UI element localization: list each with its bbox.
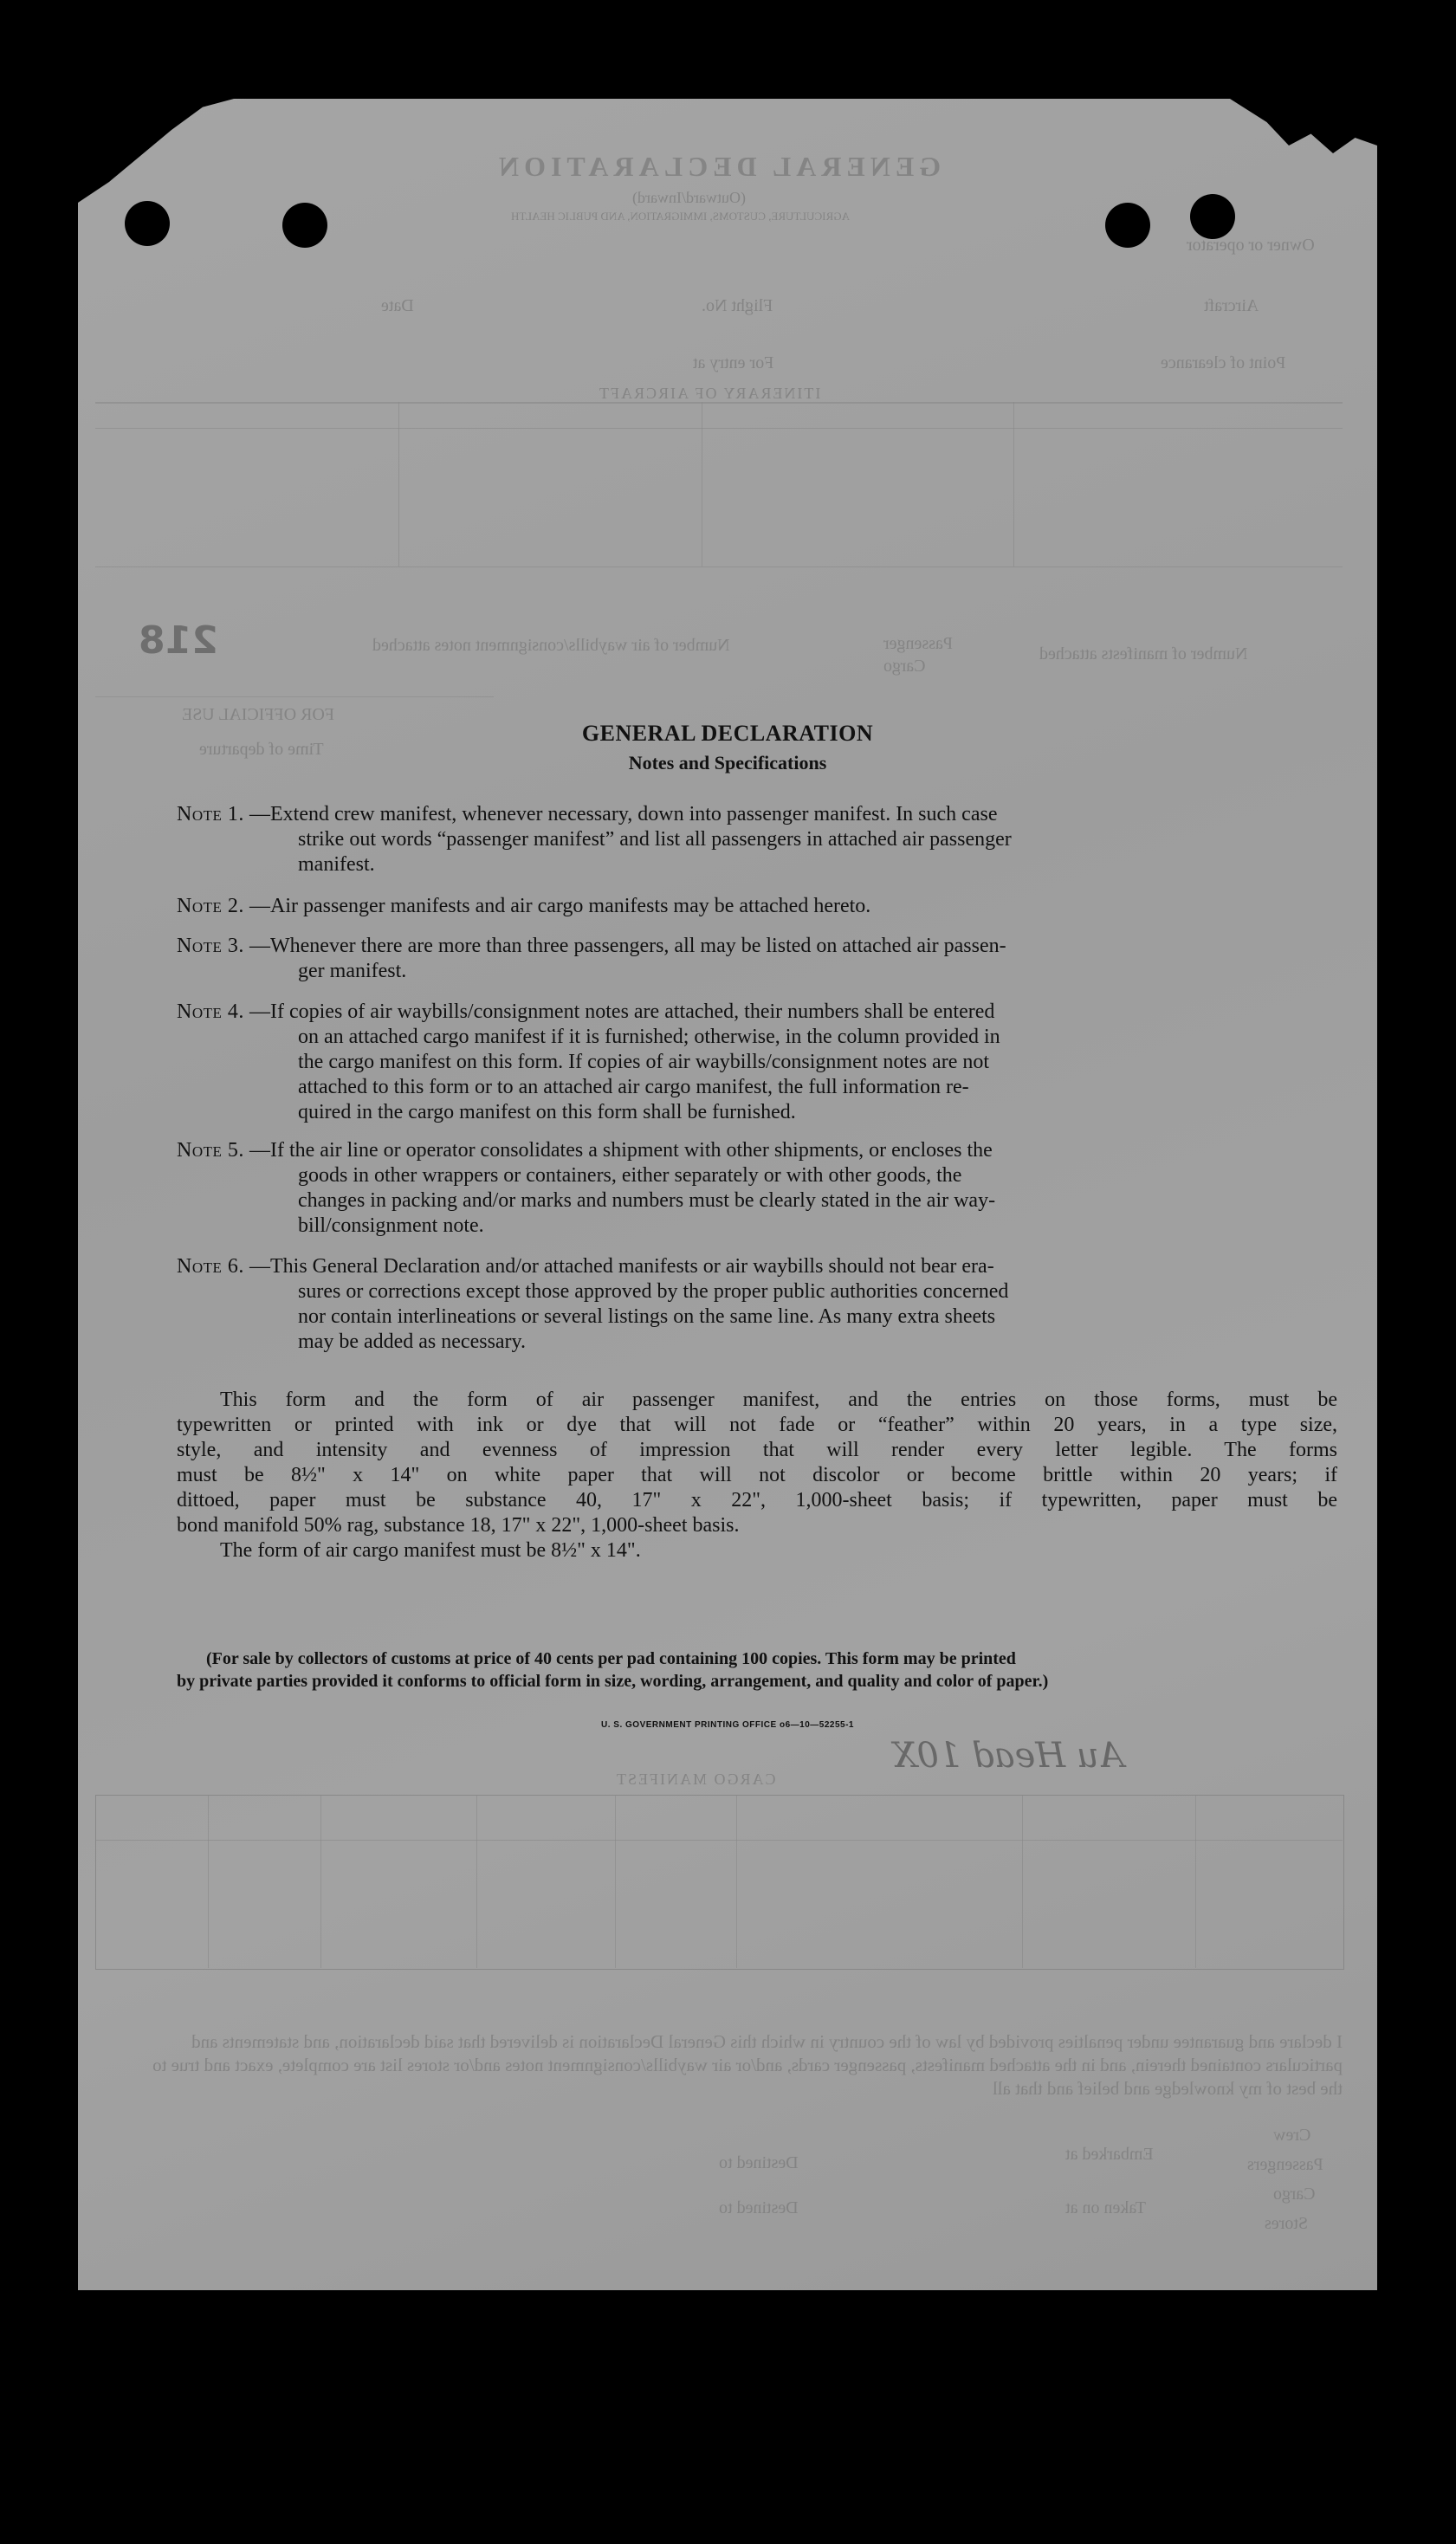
note-line: may be added as necessary. bbox=[298, 1330, 526, 1353]
paragraph-line: style, and intensity and evenness of impression that will render every letter legible. The forms bbox=[177, 1439, 1337, 1461]
punch-hole bbox=[282, 203, 327, 248]
paragraph-line: This form and the form of air passenger manifest, and the entries on those forms, must be bbox=[220, 1389, 1337, 1411]
punch-hole bbox=[125, 201, 170, 246]
bleed-rule bbox=[1195, 1795, 1196, 1968]
paragraph-line: must be 8½" x 14" on white paper that will not discolor or become brittle within 20 years; if bbox=[177, 1464, 1337, 1486]
bleed-rule bbox=[615, 1795, 616, 1968]
bleed-rule bbox=[95, 428, 1343, 429]
note-line: quired in the cargo manifest on this form shall be furnished. bbox=[298, 1101, 796, 1123]
note-line: —This General Declaration and/or attached manifests or air waybills should not bear era- bbox=[249, 1255, 994, 1278]
bleed-destined: Destined to bbox=[719, 2153, 799, 2172]
bleed-point: Point of clearance bbox=[1161, 353, 1286, 372]
note-line: manifest. bbox=[298, 853, 375, 876]
bleed-rule bbox=[1013, 402, 1014, 566]
bleed-departure-time: Time of departure bbox=[199, 740, 324, 759]
bleed-crew: Crew bbox=[1273, 2126, 1311, 2145]
bleed-rule bbox=[95, 1840, 1343, 1841]
sale-note-line: (For sale by collectors of customs at price of 40 cents per pad containing 100 copies. This form may be printed bbox=[206, 1649, 1016, 1668]
note-line: attached to this form or to an attached air cargo manifest, the full information re- bbox=[298, 1076, 969, 1098]
paragraph-line: dittoed, paper must be substance 40, 17" x 22", 1,000-sheet basis; if typewritten, paper must be bbox=[177, 1489, 1337, 1512]
note-line: —Whenever there are more than three passengers, all may be listed on attached air passen- bbox=[249, 935, 1006, 957]
note-line: —Air passenger manifests and air cargo manifests may be attached hereto. bbox=[249, 895, 871, 917]
bleed-official-use: FOR OFFICIAL USE bbox=[182, 705, 334, 724]
bleed-taken: Taken on at bbox=[1065, 2198, 1147, 2217]
note-line: nor contain interlineations or several listings on the same line. As many extra sheets bbox=[298, 1305, 996, 1328]
document-subtitle: Notes and Specifications bbox=[628, 752, 827, 774]
note-5 bbox=[177, 1138, 1337, 1239]
bleed-stamp-number: 218 bbox=[139, 618, 218, 663]
note-label: Note 3. bbox=[177, 935, 244, 957]
note-label: Note 4. bbox=[177, 1000, 244, 1023]
bleed-declaration: I declare and guarantee under penalties provided by law of the country in which this General Declaration is delivered that said declaration, and statements and particulars contained therein, and in the attached manifests, passenger cards, and/or air waybills/consignment notes and/or stores list are complete, exact and true to the best of my knowledge and belief and that all bbox=[152, 2031, 1343, 2099]
bleed-subtitle-2: AGRICULTURE, CUSTOMS, IMMIGRATION, AND PUBLIC HEALTH bbox=[511, 210, 850, 223]
note-line: ger manifest. bbox=[298, 960, 407, 982]
note-line: —If the air line or operator consolidates a shipment with other shipments, or encloses the bbox=[249, 1139, 993, 1162]
bleed-rule bbox=[476, 1795, 477, 1968]
bleed-cargo: Cargo bbox=[883, 657, 926, 676]
note-line: goods in other wrappers or containers, either separately or with other goods, the bbox=[298, 1164, 962, 1187]
sale-note-line: by private parties provided it conforms to official form in size, wording, arrangement, and quality and color of paper.) bbox=[177, 1672, 1049, 1691]
bleed-flight: Flight No. bbox=[702, 296, 773, 315]
bleed-passenger: Passenger bbox=[883, 634, 953, 653]
paragraph-line: bond manifold 50% rag, substance 18, 17" x 22", 1,000-sheet basis. bbox=[177, 1514, 740, 1537]
note-2 bbox=[177, 894, 1337, 919]
bleed-date: Date bbox=[381, 296, 414, 315]
punch-hole bbox=[1190, 194, 1235, 239]
bleed-destined-2: Destined to bbox=[719, 2198, 799, 2217]
sale-note bbox=[177, 1647, 1337, 1693]
note-label: Note 5. bbox=[177, 1139, 244, 1162]
bleed-embarked: Embarked at bbox=[1065, 2145, 1154, 2164]
document-title: GENERAL DECLARATION bbox=[581, 721, 874, 746]
note-line: sures or corrections except those approved by the proper public authorities concerned bbox=[298, 1280, 1009, 1303]
note-label: Note 6. bbox=[177, 1255, 244, 1278]
note-line: the cargo manifest on this form. If copies of air waybills/consignment notes are not bbox=[298, 1051, 990, 1073]
bleed-handwriting: Au Head 10X bbox=[892, 1736, 1124, 1776]
bleed-rule bbox=[320, 1795, 321, 1968]
bleed-aircraft: Aircraft bbox=[1204, 296, 1259, 315]
bleed-cargo-manifest: CARGO MANIFEST bbox=[615, 1770, 776, 1788]
specifications-paragraph bbox=[177, 1388, 1337, 1563]
note-line: strike out words “passenger manifest” and list all passengers in attached air passenger bbox=[298, 828, 1012, 851]
note-label: Note 2. bbox=[177, 895, 244, 917]
bleed-passengers: Passengers bbox=[1247, 2155, 1323, 2174]
bleed-table bbox=[95, 1795, 1344, 1970]
note-line: —Extend crew manifest, whenever necessary, down into passenger manifest. In such case bbox=[249, 803, 998, 825]
paragraph-last-line: The form of air cargo manifest must be 8½" x 14". bbox=[220, 1539, 641, 1562]
document-page bbox=[78, 99, 1377, 2290]
bleed-rule bbox=[1022, 1795, 1023, 1968]
note-line: on an attached cargo manifest if it is furnished; otherwise, in the column provided in bbox=[298, 1026, 1000, 1048]
printing-office-line: U. S. GOVERNMENT PRINTING OFFICE o6—10—52255-1 bbox=[601, 1720, 854, 1730]
note-3 bbox=[177, 934, 1337, 984]
bleed-subtitle: (Outward/Inward) bbox=[632, 189, 746, 206]
bleed-rule bbox=[208, 1795, 209, 1968]
bleed-title: GENERAL DECLARATION bbox=[494, 151, 942, 182]
bleed-owner: Owner or operator bbox=[1187, 236, 1315, 255]
note-6 bbox=[177, 1254, 1337, 1355]
bleed-stores: Stores bbox=[1265, 2214, 1308, 2233]
punch-hole bbox=[1105, 203, 1150, 248]
bleed-itinerary: ITINERARY OF AIRCRAFT bbox=[598, 385, 821, 402]
bleed-rule bbox=[95, 696, 494, 697]
bleed-cargo-2: Cargo bbox=[1273, 2185, 1316, 2204]
bleed-entry: For entry at bbox=[693, 353, 774, 372]
note-line: bill/consignment note. bbox=[298, 1214, 484, 1237]
torn-corner bbox=[78, 99, 234, 203]
bleed-rule bbox=[736, 1795, 737, 1968]
bleed-rule bbox=[95, 566, 1343, 567]
note-label: Note 1. bbox=[177, 803, 244, 825]
bleed-waybills: Number of air waybills/consignment notes attached bbox=[372, 636, 730, 655]
torn-corner-right bbox=[1230, 99, 1377, 177]
note-1 bbox=[177, 802, 1337, 877]
note-line: —If copies of air waybills/consignment notes are attached, their numbers shall be entered bbox=[249, 1000, 995, 1023]
bleed-rule bbox=[398, 402, 399, 566]
note-line: changes in packing and/or marks and numbers must be clearly stated in the air way- bbox=[298, 1189, 996, 1212]
paragraph-line: typewritten or printed with ink or dye that will not fade or “feather” within 20 years, in a type size, bbox=[177, 1414, 1337, 1436]
bleed-manifests: Number of manifests attached bbox=[1039, 644, 1248, 664]
bleed-rule bbox=[95, 402, 1343, 404]
note-4 bbox=[177, 1000, 1337, 1125]
